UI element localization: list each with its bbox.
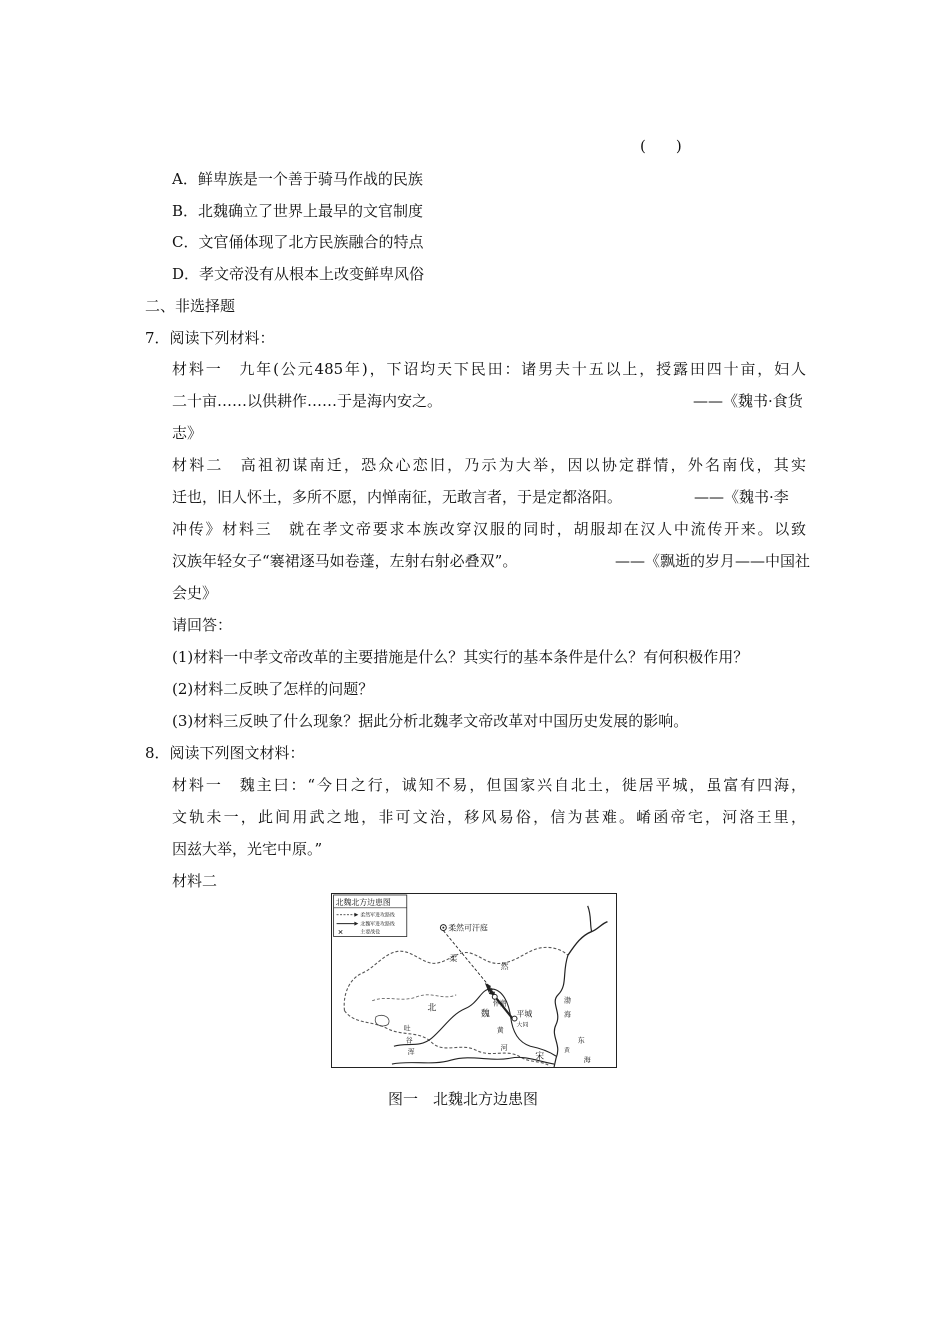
map-label-song: 宋 (535, 1052, 545, 1063)
map-label-rou: 柔 (449, 954, 458, 964)
q6-option-c: C．文官俑体现了北方民族融合的特点 (172, 233, 424, 251)
map-yellow-river (394, 989, 556, 1056)
map-caption: 图一 北魏北方边患图 (388, 1090, 539, 1108)
q8-material1-line1: 材料一 魏主曰：“今日之行，诚知不易，但国家兴自北土，徙居平城，虽富有四海， (172, 776, 806, 794)
map-label-huang2: 黄 (563, 1047, 570, 1055)
map-legend-beiwei: 北魏军进攻路线 (360, 921, 395, 928)
map-northeast-river (568, 922, 608, 956)
map-label-huang: 黄 (496, 1026, 504, 1035)
map-legend-rouran: 柔然军进攻路线 (360, 912, 395, 919)
q7-material2-line2-text: 迁也，旧人怀土，多所不愿，内惮南征，无敢言者，于是定都洛阳。 (172, 488, 623, 506)
map-label-hun: 浑 (407, 1048, 415, 1057)
map-inner-border (372, 995, 456, 1001)
map-yangtze (392, 1057, 554, 1064)
q6-option-b: B．北魏确立了世界上最早的文官制度 (172, 202, 424, 220)
huaishuo-marker (492, 994, 497, 999)
q7-material2-line4-source: ——《飘逝的岁月——中国社 (615, 552, 811, 570)
map-label-huaishuo: 怀朔 (492, 999, 507, 1008)
map-label-bei: 北 (427, 1003, 437, 1014)
northern-frontier-map (331, 893, 617, 1068)
map-northeast-tributary (588, 906, 592, 932)
map-label-ran: 然 (500, 962, 509, 972)
map-label-wei: 魏 (480, 1009, 490, 1020)
q6-answer-bracket: ( ) (640, 137, 682, 155)
q7-material1-line2-text: 二十亩……以供耕作……于是海内安之。 (172, 392, 443, 410)
q7-material2-line2-source: ——《魏书·李 (694, 488, 789, 506)
q7-question-2: (2)材料二反映了怎样的问题？ (172, 680, 374, 698)
q7-material2-line5: 会史》 (172, 584, 218, 602)
q8-material2-label: 材料二 (172, 872, 218, 890)
map-legend-battle: 主要战役 (360, 929, 381, 936)
q7-prompt: 7．阅读下列材料： (145, 329, 275, 347)
map-label-gu: 谷 (405, 1036, 413, 1045)
section-heading: 二、非选择题 (145, 297, 236, 315)
map-title: 北魏北方边患图 (335, 897, 391, 907)
map-label-pingcheng: 平城 (516, 1009, 533, 1019)
map-label-datong: 大同 (516, 1021, 529, 1029)
q7-material1-line2-source: ——《魏书·食货 (693, 392, 803, 410)
q8-material1-line2: 文轨未一，此间用武之地，非可文治，移风易俗，信为甚难。崤函帝宅，河洛王里， (172, 808, 806, 826)
q7-material1-line1: 材料一 九年(公元485年)，下诏均天下民田：诸男夫十五以上，授露田四十亩，妇人 (172, 360, 806, 378)
q6-option-d: D．孝文帝没有从根本上改变鲜卑风俗 (172, 265, 425, 283)
map-label-he: 河 (500, 1044, 508, 1053)
map-label-rouran-court: 柔然可汗庭 (448, 923, 488, 933)
q8-prompt: 8．阅读下列图文材料： (145, 744, 305, 762)
q7-material2-line3: 冲传》材料三 就在孝文帝要求本族改穿汉服的同时，胡服却在汉人中流传开来。以致 (172, 520, 806, 538)
q6-option-a: A．鲜卑族是一个善于骑马作战的民族 (172, 170, 423, 188)
map-label-tu: 吐 (403, 1024, 411, 1033)
map-label-bo: 渤 (563, 996, 571, 1005)
q8-material1-line3: 因兹大举，光宅中原。” (172, 840, 323, 858)
q7-material1-line3: 志》 (172, 424, 203, 442)
q7-ask: 请回答： (172, 616, 233, 634)
q7-material2-line4-text: 汉族年轻女子“褰裙逐马如卷蓬，左射右射必叠双”。 (172, 552, 518, 570)
map-label-hai2: 海 (583, 1056, 591, 1065)
q7-question-1: (1)材料一中孝文帝改革的主要措施是什么？其实行的基本条件是什么？有何积极作用？ (172, 648, 749, 666)
map-lake (375, 1015, 389, 1026)
map-label-dong: 东 (577, 1036, 585, 1045)
q7-question-3: (3)材料三反映了什么现象？据此分析北魏孝文帝改革对中国历史发展的影响。 (172, 712, 689, 730)
map-label-hai1: 海 (563, 1010, 571, 1019)
q7-material2-line1: 材料二 高祖初谋南迁，恐众心恋旧，乃示为大举，因以协定群情，外名南伐，其实 (172, 456, 806, 474)
battle-icon: ✕ (337, 928, 344, 937)
